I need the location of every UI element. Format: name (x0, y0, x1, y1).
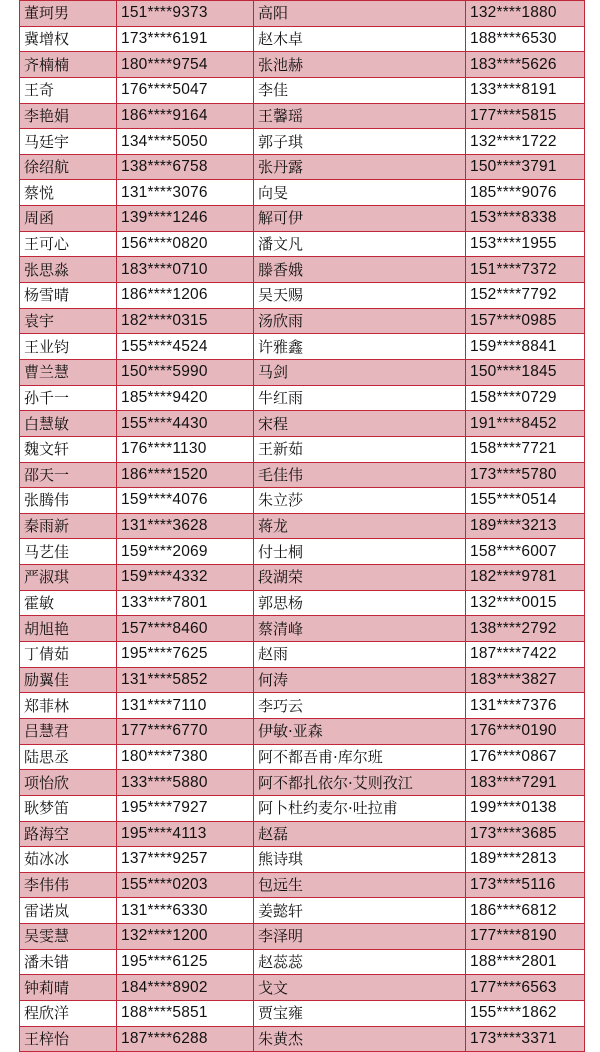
name-cell-right: 赵磊 (254, 821, 466, 847)
name-cell-right: 王新茹 (254, 436, 466, 462)
phone-cell-right: 152****7792 (466, 283, 585, 309)
name-cell-left: 张腾伟 (20, 488, 117, 514)
phone-cell-left: 133****5880 (117, 770, 254, 796)
table-row (20, 565, 585, 591)
phone-cell-right: 176****0190 (466, 718, 585, 744)
phone-cell-right: 157****0985 (466, 308, 585, 334)
table-row (20, 693, 585, 719)
phone-cell-right: 177****5815 (466, 103, 585, 129)
table-row (20, 718, 585, 744)
name-cell-left: 钟莉晴 (20, 975, 117, 1001)
phone-cell-left: 131****7110 (117, 693, 254, 719)
name-cell-right: 蔡清峰 (254, 616, 466, 642)
phone-cell-right: 153****8338 (466, 206, 585, 232)
name-cell-right: 蒋龙 (254, 513, 466, 539)
name-cell-right: 赵蕊蕊 (254, 949, 466, 975)
table-row (20, 642, 585, 668)
name-cell-right: 阿不都吾甫·库尔班 (254, 744, 466, 770)
name-cell-right: 李佳 (254, 77, 466, 103)
table-row (20, 770, 585, 796)
phone-cell-left: 132****1200 (117, 924, 254, 950)
name-cell-right: 熊诗琪 (254, 847, 466, 873)
phone-cell-left: 180****9754 (117, 52, 254, 78)
table-row (20, 411, 585, 437)
table-row (20, 206, 585, 232)
phone-cell-left: 195****7625 (117, 642, 254, 668)
phone-cell-right: 183****3827 (466, 667, 585, 693)
phone-cell-left: 151****9373 (117, 1, 254, 27)
phone-cell-left: 187****6288 (117, 1026, 254, 1052)
phone-cell-right: 182****9781 (466, 565, 585, 591)
name-cell-left: 霍敏 (20, 590, 117, 616)
phone-cell-left: 176****5047 (117, 77, 254, 103)
phone-cell-left: 131****5852 (117, 667, 254, 693)
table-row (20, 154, 585, 180)
name-cell-right: 张池赫 (254, 52, 466, 78)
table-row (20, 795, 585, 821)
phone-cell-right: 158****6007 (466, 539, 585, 565)
name-cell-left: 吕慧君 (20, 718, 117, 744)
phone-cell-left: 195****6125 (117, 949, 254, 975)
name-cell-left: 路海空 (20, 821, 117, 847)
table-row (20, 872, 585, 898)
phone-cell-left: 186****1206 (117, 283, 254, 309)
phone-cell-left: 185****9420 (117, 385, 254, 411)
phone-cell-right: 186****6812 (466, 898, 585, 924)
phone-cell-left: 180****7380 (117, 744, 254, 770)
name-cell-left: 项怡欣 (20, 770, 117, 796)
table-row (20, 744, 585, 770)
name-cell-left: 茹冰冰 (20, 847, 117, 873)
name-cell-left: 李伟伟 (20, 872, 117, 898)
name-cell-left: 王业钧 (20, 334, 117, 360)
phone-cell-left: 173****6191 (117, 26, 254, 52)
phone-cell-right: 138****2792 (466, 616, 585, 642)
name-cell-left: 孙千一 (20, 385, 117, 411)
name-cell-left: 邵天一 (20, 462, 117, 488)
phone-cell-left: 159****4332 (117, 565, 254, 591)
name-cell-left: 张思淼 (20, 257, 117, 283)
name-cell-right: 朱立莎 (254, 488, 466, 514)
table-row (20, 385, 585, 411)
name-cell-right: 贾宝雍 (254, 1000, 466, 1026)
table-row (20, 847, 585, 873)
phone-cell-right: 173****5116 (466, 872, 585, 898)
table-row (20, 924, 585, 950)
phone-cell-left: 184****8902 (117, 975, 254, 1001)
name-cell-right: 汤欣雨 (254, 308, 466, 334)
table-row (20, 359, 585, 385)
name-cell-left: 潘未错 (20, 949, 117, 975)
name-cell-right: 李泽明 (254, 924, 466, 950)
name-cell-left: 励翼佳 (20, 667, 117, 693)
phone-cell-left: 176****1130 (117, 436, 254, 462)
phone-cell-right: 133****8191 (466, 77, 585, 103)
phone-cell-right: 185****9076 (466, 180, 585, 206)
name-cell-right: 郭思杨 (254, 590, 466, 616)
phone-cell-right: 155****0514 (466, 488, 585, 514)
table-row (20, 283, 585, 309)
phone-cell-right: 132****1880 (466, 1, 585, 27)
phone-cell-right: 132****1722 (466, 129, 585, 155)
name-cell-right: 阿卜杜约麦尔·吐拉甫 (254, 795, 466, 821)
phone-cell-right: 158****0729 (466, 385, 585, 411)
table-body (20, 1, 585, 1052)
name-cell-right: 宋程 (254, 411, 466, 437)
table-row (20, 488, 585, 514)
phone-cell-right: 191****8452 (466, 411, 585, 437)
phone-cell-left: 155****4524 (117, 334, 254, 360)
table-row (20, 513, 585, 539)
name-cell-left: 王梓怡 (20, 1026, 117, 1052)
name-cell-right: 赵雨 (254, 642, 466, 668)
table-row (20, 590, 585, 616)
phone-cell-left: 183****0710 (117, 257, 254, 283)
name-cell-right: 朱黄杰 (254, 1026, 466, 1052)
name-cell-right: 李巧云 (254, 693, 466, 719)
name-cell-left: 曹兰慧 (20, 359, 117, 385)
table-row (20, 667, 585, 693)
name-cell-right: 赵木卓 (254, 26, 466, 52)
phone-cell-left: 182****0315 (117, 308, 254, 334)
phone-cell-right: 189****2813 (466, 847, 585, 873)
name-cell-left: 董珂男 (20, 1, 117, 27)
phone-cell-left: 137****9257 (117, 847, 254, 873)
table-row (20, 26, 585, 52)
phone-cell-right: 153****1955 (466, 231, 585, 257)
name-cell-right: 郭子琪 (254, 129, 466, 155)
name-cell-right: 包远生 (254, 872, 466, 898)
phone-cell-left: 157****8460 (117, 616, 254, 642)
name-cell-right: 姜懿轩 (254, 898, 466, 924)
phone-cell-left: 186****9164 (117, 103, 254, 129)
name-cell-left: 杨雪晴 (20, 283, 117, 309)
name-cell-right: 戈文 (254, 975, 466, 1001)
table-row (20, 539, 585, 565)
phone-cell-right: 155****1862 (466, 1000, 585, 1026)
table-row (20, 821, 585, 847)
phone-cell-right: 199****0138 (466, 795, 585, 821)
phone-cell-left: 156****0820 (117, 231, 254, 257)
name-cell-right: 毛佳伟 (254, 462, 466, 488)
phone-cell-left: 155****0203 (117, 872, 254, 898)
name-cell-left: 吴雯慧 (20, 924, 117, 950)
phone-cell-left: 186****1520 (117, 462, 254, 488)
phone-cell-left: 177****6770 (117, 718, 254, 744)
table-row (20, 1, 585, 27)
name-cell-right: 牛红雨 (254, 385, 466, 411)
phone-cell-left: 134****5050 (117, 129, 254, 155)
phone-cell-right: 151****7372 (466, 257, 585, 283)
table-row (20, 975, 585, 1001)
name-cell-left: 周函 (20, 206, 117, 232)
name-cell-left: 马艺佳 (20, 539, 117, 565)
phone-cell-right: 173****5780 (466, 462, 585, 488)
name-cell-left: 齐楠楠 (20, 52, 117, 78)
phone-cell-left: 195****4113 (117, 821, 254, 847)
name-phone-table-container (19, 0, 584, 1052)
phone-cell-left: 131****6330 (117, 898, 254, 924)
table-row (20, 52, 585, 78)
phone-cell-right: 188****2801 (466, 949, 585, 975)
name-cell-right: 王馨瑶 (254, 103, 466, 129)
table-row (20, 103, 585, 129)
table-row (20, 436, 585, 462)
name-cell-right: 何涛 (254, 667, 466, 693)
name-cell-left: 耿梦笛 (20, 795, 117, 821)
phone-cell-left: 155****4430 (117, 411, 254, 437)
name-cell-right: 解可伊 (254, 206, 466, 232)
name-cell-right: 段湖荣 (254, 565, 466, 591)
name-cell-left: 李艳娟 (20, 103, 117, 129)
name-cell-right: 高阳 (254, 1, 466, 27)
phone-cell-left: 131****3628 (117, 513, 254, 539)
table-row (20, 257, 585, 283)
table-row (20, 231, 585, 257)
phone-cell-right: 132****0015 (466, 590, 585, 616)
phone-cell-right: 189****3213 (466, 513, 585, 539)
name-cell-left: 丁倩茹 (20, 642, 117, 668)
phone-cell-right: 173****3371 (466, 1026, 585, 1052)
name-phone-table (19, 0, 585, 1052)
phone-cell-right: 177****6563 (466, 975, 585, 1001)
name-cell-right: 付士桐 (254, 539, 466, 565)
table-row (20, 334, 585, 360)
name-cell-left: 徐绍航 (20, 154, 117, 180)
phone-cell-left: 131****3076 (117, 180, 254, 206)
phone-cell-right: 150****3791 (466, 154, 585, 180)
name-cell-left: 雷诺岚 (20, 898, 117, 924)
phone-cell-left: 159****2069 (117, 539, 254, 565)
name-cell-right: 张丹露 (254, 154, 466, 180)
phone-cell-right: 183****5626 (466, 52, 585, 78)
table-row (20, 462, 585, 488)
table-row (20, 949, 585, 975)
table-row (20, 129, 585, 155)
name-cell-left: 马廷宇 (20, 129, 117, 155)
name-cell-left: 白慧敏 (20, 411, 117, 437)
name-cell-right: 伊敏·亚森 (254, 718, 466, 744)
table-row (20, 1026, 585, 1052)
phone-cell-right: 188****6530 (466, 26, 585, 52)
phone-cell-right: 159****8841 (466, 334, 585, 360)
name-cell-left: 魏文轩 (20, 436, 117, 462)
table-row (20, 180, 585, 206)
name-cell-right: 许雅鑫 (254, 334, 466, 360)
phone-cell-left: 139****1246 (117, 206, 254, 232)
name-cell-right: 向旻 (254, 180, 466, 206)
name-cell-left: 郑菲林 (20, 693, 117, 719)
name-cell-left: 袁宇 (20, 308, 117, 334)
phone-cell-left: 150****5990 (117, 359, 254, 385)
name-cell-left: 胡旭艳 (20, 616, 117, 642)
name-cell-left: 秦雨新 (20, 513, 117, 539)
table-row (20, 898, 585, 924)
phone-cell-right: 183****7291 (466, 770, 585, 796)
phone-cell-right: 176****0867 (466, 744, 585, 770)
phone-cell-right: 177****8190 (466, 924, 585, 950)
table-row (20, 308, 585, 334)
phone-cell-right: 131****7376 (466, 693, 585, 719)
table-row (20, 77, 585, 103)
table-row (20, 1000, 585, 1026)
name-cell-right: 滕香娥 (254, 257, 466, 283)
phone-cell-left: 138****6758 (117, 154, 254, 180)
phone-cell-right: 158****7721 (466, 436, 585, 462)
name-cell-left: 王奇 (20, 77, 117, 103)
name-cell-right: 马剑 (254, 359, 466, 385)
name-cell-left: 王可心 (20, 231, 117, 257)
name-cell-left: 严淑琪 (20, 565, 117, 591)
phone-cell-left: 133****7801 (117, 590, 254, 616)
phone-cell-left: 195****7927 (117, 795, 254, 821)
phone-cell-right: 150****1845 (466, 359, 585, 385)
table-row (20, 616, 585, 642)
name-cell-left: 蔡悦 (20, 180, 117, 206)
phone-cell-right: 187****7422 (466, 642, 585, 668)
name-cell-left: 冀增权 (20, 26, 117, 52)
name-cell-right: 阿不都扎依尔·艾则孜江 (254, 770, 466, 796)
phone-cell-right: 173****3685 (466, 821, 585, 847)
phone-cell-left: 159****4076 (117, 488, 254, 514)
name-cell-right: 吴天赐 (254, 283, 466, 309)
name-cell-left: 陆思丞 (20, 744, 117, 770)
name-cell-right: 潘文凡 (254, 231, 466, 257)
name-cell-left: 程欣洋 (20, 1000, 117, 1026)
phone-cell-left: 188****5851 (117, 1000, 254, 1026)
